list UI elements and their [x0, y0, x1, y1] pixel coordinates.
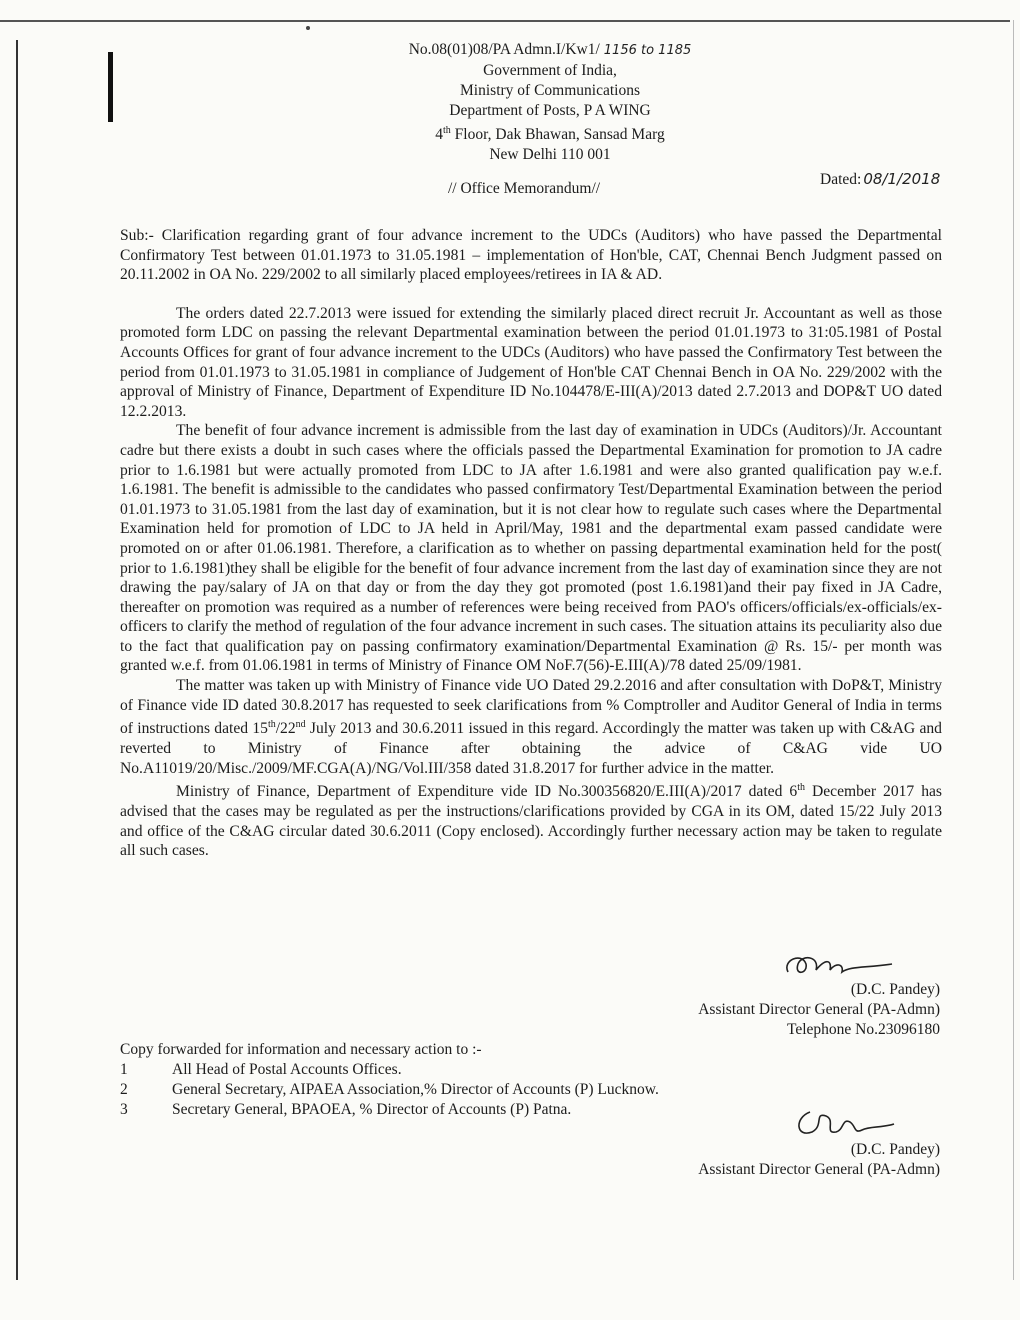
department-line: Department of Posts, P A WING — [449, 102, 651, 119]
list-item: 2 General Secretary, AIPAEA Association,% Director of Accounts (P) Lucknow. — [120, 1081, 659, 1098]
government-line: Government of India, — [483, 62, 617, 79]
list-item: 3 Secretary General, BPAOEA, % Director of Accounts (P) Patna. — [120, 1101, 572, 1118]
memo-body — [120, 226, 942, 861]
signatory-designation: Assistant Director General (PA-Admn) — [698, 1161, 940, 1178]
date-field: Dated: 08/1/2018 — [820, 170, 941, 188]
scan-border-right — [1013, 20, 1014, 1280]
address-line: 4th Floor, Dak Bhawan, Sansad Marg — [435, 125, 665, 144]
paragraph-2: The benefit of four advance increment is admissible from the last day of examination in UDCs (Auditors)/Jr. Accountant cadre but there exists a doubt in such cases where the officials passed the Departmental Examination for promotion to JA cadre prior to 1.6.1981 but were actually promoted from LDC to JA after 1.6.1981 and were also granted qualification pay w.e.f. 1.6.1981. The benefit is admissible to the candidates who passed confirmatory Test/Departmental Examination between the period 01.01.1973 to 31.05.1981 from the last day of examination, but it is not clear how to regulate such cases where the Departmental Examination held for promotion of LDC to JA held in April/May, 1981 and the departmental exam passed candidate were promoted on or after 01.06.1981. Therefore, a clarification as to whether on passing departmental examination held for the post( prior to 1.6.1981)they shall be eligible for the benefit of four advance increment from the last day of examination since they are not drawing the pay/salary of JA on that day or from the day they got promoted (post 1.6.1981)and their pay fixed in JA Cadre, thereafter on promotion was required as a number of references were being received from PAO's officers/officials/ex-officials/ex-officers to clarify the method of regulation of the four advance increment in such cases. The situation attains its peculiarity also due to the fact that qualification pay on passing confirmatory examination/Departmental Examination @ Rs. 15/- per month was granted w.e.f. from 01.06.1981 in terms of Ministry of Finance OM NoF.7(56)-E.III(A)/78 dated 25/09/1981. — [120, 422, 942, 675]
paragraph-3: The matter was taken up with Ministry of Finance vide UO Dated 29.2.2016 and after consultation with DoP&T, Ministry of Finance vide ID dated 30.8.2017 has requested to seek clarifications from % Comptroller and Auditor General of India in terms of instructions dated 15th/22nd July 2013 and 30.6.2011 issued in this regard. Accordingly the matter was taken up with C&AG and reverted to Ministry of Finance after obtaining the advice of C&AG vide UO No.A11019/20/Misc./2009/MF.CGA(A)/NG/Vol.III/358 dated 31.8.2017 for further advice in the matter. — [120, 677, 942, 777]
signature-block-2 — [650, 1104, 940, 1180]
signatory-name: (D.C. Pandey) — [850, 981, 940, 998]
subject-line: Sub:- Clarification regarding grant of four advance increment to the UDCs (Auditors) who have passed the Departmental Confirmatory Test between 01.01.1973 to 31.05.1981 – implementation of Hon'ble, CAT, Chennai Bench Judgment passed on 20.11.2002 in OA No. 229/2002 to all similarly placed employees/retirees in IA & AD. — [120, 227, 942, 284]
paragraph-1: The orders dated 22.7.2013 were issued for extending the similarly placed direct recruit Jr. Accountant as well as those promoted form LDC on passing the relevant Departmental examination between the period 01.01.1973 to 31:05.1981 of Postal Accounts Offices for grant of four advance increment to the UDCs (Auditors) who have passed the Confirmatory Test between the period from 01.01.1973 to 31.05.1981 in compliance of Judgement of Hon'ble CAT Chennai Bench in OA No. 229/2002 with the approval of Ministry of Finance, Department of Expenditure ID No.104478/E-III(A)/2013 dated 2.7.2013 and DOP&T UO dated 12.2.2013. — [120, 304, 942, 420]
handwritten-ref-range: 1156 to 1185 — [603, 43, 692, 58]
handwritten-date: 08/1/2018 — [863, 170, 941, 188]
scan-border-left — [16, 40, 18, 1280]
ministry-line: Ministry of Communications — [460, 82, 640, 99]
signatory-name: (D.C. Pandey) — [850, 1141, 940, 1158]
list-item: 1 All Head of Postal Accounts Offices. — [120, 1061, 402, 1078]
signature-scribble — [790, 1104, 900, 1140]
letterhead — [380, 40, 720, 165]
memo-title: // Office Memorandum// — [448, 180, 601, 197]
paragraph-4: Ministry of Finance, Department of Expenditure vide ID No.300356820/E.III(A)/2017 dated 6th December 2017 has advised that the cases may be regulated as per the instructions/clarifications provided by CGA in its OM, dated 15/22 July 2013 and office of the C&AG circular dated 30.6.2011 (Copy enclosed). Accordingly further necessary action may be taken to regulate all such cases. — [120, 782, 942, 860]
signature-scribble — [780, 950, 900, 980]
punch-mark — [108, 52, 113, 122]
scan-speck — [306, 26, 310, 30]
reference-number: No.08(01)08/PA Admn.I/Kw1/ 1156 to 1185 — [380, 40, 720, 61]
scan-border-top — [0, 20, 1010, 22]
signatory-designation: Assistant Director General (PA-Admn) — [698, 1001, 940, 1018]
city-line: New Delhi 110 001 — [489, 146, 611, 164]
signature-block-1 — [650, 950, 940, 1040]
telephone-number: Telephone No.23096180 — [786, 1021, 940, 1038]
copy-intro: Copy forwarded for information and necessary action to :- — [120, 1041, 482, 1058]
